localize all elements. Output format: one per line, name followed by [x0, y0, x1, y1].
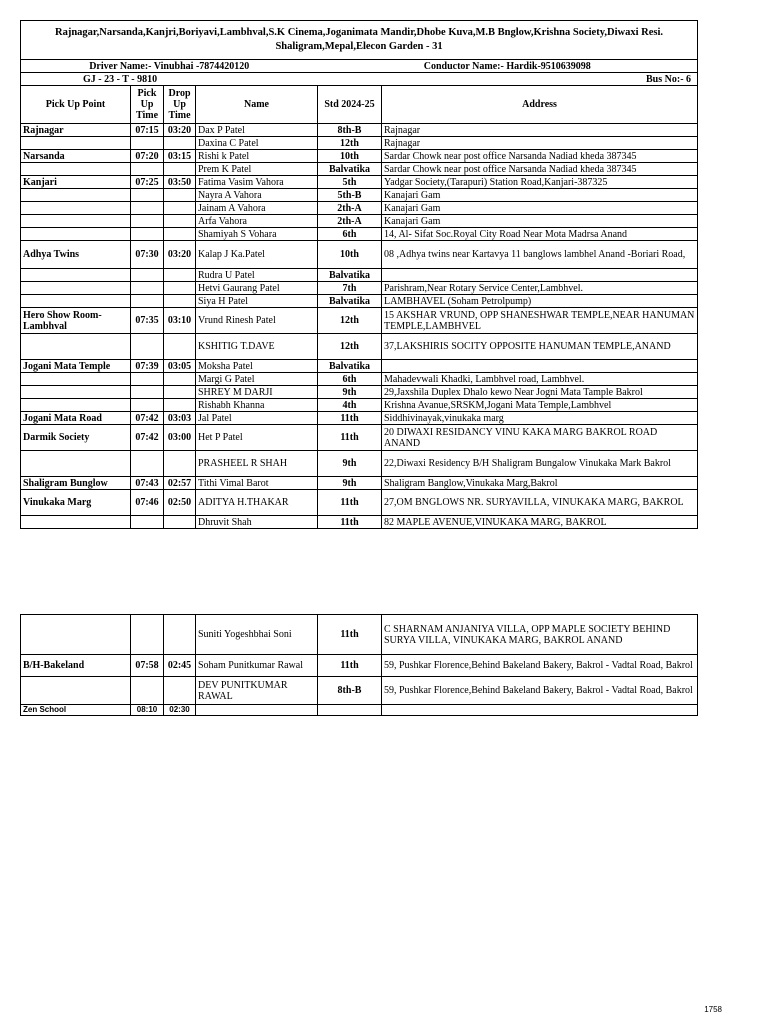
drop-time: 03:03 — [164, 412, 196, 425]
student-name: KSHITIG T.DAVE — [196, 334, 318, 360]
student-name: Hetvi Gaurang Patel — [196, 282, 318, 295]
table-row — [21, 124, 698, 137]
pickup-point — [21, 334, 131, 360]
pickup-point: Hero Show Room-Lambhval — [21, 308, 131, 334]
student-address: 59, Pushkar Florence,Behind Bakeland Bakery, Bakrol - Vadtal Road, Bakrol — [382, 655, 698, 677]
student-std: 11th — [318, 655, 382, 677]
student-name: Jal Patel — [196, 412, 318, 425]
table-row — [21, 137, 698, 150]
student-std: 11th — [318, 425, 382, 451]
pickup-point: Kanjari — [21, 176, 131, 189]
pickup-point — [21, 677, 131, 705]
drop-time — [164, 269, 196, 282]
pickup-point: Narsanda — [21, 150, 131, 163]
student-address: Sardar Chowk near post office Narsanda Nadiad kheda 387345 — [382, 163, 698, 176]
pickup-time: 07:20 — [131, 150, 164, 163]
pickup-time: 07:46 — [131, 490, 164, 516]
student-address: Parishram,Near Rotary Service Center,Lambhvel. — [382, 282, 698, 295]
pickup-point — [21, 399, 131, 412]
pickup-point — [21, 228, 131, 241]
drop-time: 03:20 — [164, 241, 196, 269]
table-row — [21, 360, 698, 373]
pickup-point — [21, 163, 131, 176]
pickup-time — [131, 334, 164, 360]
student-name: Shamiyah S Vohara — [196, 228, 318, 241]
student-std: Balvatika — [318, 360, 382, 373]
table-row — [21, 334, 698, 360]
drop-time: 03:05 — [164, 360, 196, 373]
pickup-time — [131, 189, 164, 202]
pickup-time — [131, 228, 164, 241]
student-name: Siya H Patel — [196, 295, 318, 308]
student-name: Het P Patel — [196, 425, 318, 451]
drop-time — [164, 295, 196, 308]
student-address: Rajnagar — [382, 137, 698, 150]
vehicle-number: GJ - 23 - T - 9810 — [21, 73, 318, 86]
student-name: Nayra A Vahora — [196, 189, 318, 202]
table-row — [21, 490, 698, 516]
student-std: 9th — [318, 451, 382, 477]
table-row — [21, 150, 698, 163]
empty-cell — [382, 705, 698, 716]
drop-time — [164, 516, 196, 529]
student-name: ADITYA H.THAKAR — [196, 490, 318, 516]
student-name: Suniti Yogeshbhai Soni — [196, 615, 318, 655]
student-name: Rudra U Patel — [196, 269, 318, 282]
pickup-time — [131, 373, 164, 386]
student-std: Balvatika — [318, 269, 382, 282]
student-std: 6th — [318, 228, 382, 241]
student-std: 12th — [318, 334, 382, 360]
pickup-time — [131, 269, 164, 282]
pickup-time — [131, 399, 164, 412]
student-address: Yadgar Society,(Tarapuri) Station Road,Kanjari-387325 — [382, 176, 698, 189]
pickup-point — [21, 451, 131, 477]
pickup-point — [21, 516, 131, 529]
drop-time — [164, 334, 196, 360]
student-address: 15 AKSHAR VRUND, OPP SHANESHWAR TEMPLE,NEAR HANUMAN TEMPLE,LAMBHVEL — [382, 308, 698, 334]
student-address: Sardar Chowk near post office Narsanda Nadiad kheda 387345 — [382, 150, 698, 163]
table-row — [21, 677, 698, 705]
pickup-time: 07:42 — [131, 425, 164, 451]
student-std: 8th-B — [318, 124, 382, 137]
destination-drop-time: 02:30 — [164, 705, 196, 716]
student-name: Rishabh Khanna — [196, 399, 318, 412]
bus-route-table — [20, 20, 698, 529]
drop-time — [164, 615, 196, 655]
column-header-row — [21, 86, 698, 124]
pickup-point — [21, 215, 131, 228]
student-std: 5th — [318, 176, 382, 189]
pickup-point: B/H-Bakeland — [21, 655, 131, 677]
student-address: 37,LAKSHIRIS SOCITY OPPOSITE HANUMAN TEMPLE,ANAND — [382, 334, 698, 360]
pickup-point — [21, 202, 131, 215]
student-address: Siddhivinayak,vinukaka marg — [382, 412, 698, 425]
table-row — [21, 399, 698, 412]
student-address: 14, Al- Sifat Soc.Royal City Road Near Mota Madrsa Anand — [382, 228, 698, 241]
table-row — [21, 202, 698, 215]
student-address: 20 DIWAXI RESIDANCY VINU KAKA MARG BAKROL ROAD ANAND — [382, 425, 698, 451]
pickup-point — [21, 189, 131, 202]
student-std: 2th-A — [318, 215, 382, 228]
student-name: Vrund Rinesh Patel — [196, 308, 318, 334]
drop-time — [164, 282, 196, 295]
pickup-time — [131, 615, 164, 655]
student-address: 27,OM BNGLOWS NR. SURYAVILLA, VINUKAKA MARG, BAKROL — [382, 490, 698, 516]
student-name: Dax P Patel — [196, 124, 318, 137]
student-std: 10th — [318, 150, 382, 163]
student-std: 10th — [318, 241, 382, 269]
pickup-point: Adhya Twins — [21, 241, 131, 269]
bus-number: Bus No:- 6 — [318, 73, 698, 86]
col-name: Name — [196, 86, 318, 124]
destination-row — [21, 705, 698, 716]
student-address — [382, 360, 698, 373]
student-name: Rishi k Patel — [196, 150, 318, 163]
student-name: Soham Punitkumar Rawal — [196, 655, 318, 677]
pickup-time: 07:35 — [131, 308, 164, 334]
student-std: 5th-B — [318, 189, 382, 202]
student-address: 59, Pushkar Florence,Behind Bakeland Bakery, Bakrol - Vadtal Road, Bakrol — [382, 677, 698, 705]
student-address: Kanajari Gam — [382, 189, 698, 202]
student-std: 12th — [318, 308, 382, 334]
drop-time: 03:20 — [164, 124, 196, 137]
drop-time — [164, 189, 196, 202]
route-line-1: Rajnagar,Narsanda,Kanjri,Boriyavi,Lambhval,S.K Cinema,Joganimata Mandir,Dhobe Kuva,M.B Bnglow,Krishna Society,Diwaxi Resi. — [55, 27, 664, 38]
student-address: Rajnagar — [382, 124, 698, 137]
student-name: Kalap J Ka.Patel — [196, 241, 318, 269]
col-drop-time: Drop Up Time — [164, 86, 196, 124]
student-name: Prem K Patel — [196, 163, 318, 176]
drop-time — [164, 137, 196, 150]
col-pickup-point: Pick Up Point — [21, 86, 131, 124]
pickup-point — [21, 386, 131, 399]
driver-name: Driver Name:- Vinubhai -7874420120 — [21, 60, 318, 73]
pickup-point — [21, 295, 131, 308]
pickup-time: 07:39 — [131, 360, 164, 373]
pickup-time: 07:43 — [131, 477, 164, 490]
drop-time — [164, 202, 196, 215]
table-row — [21, 295, 698, 308]
pickup-point: Rajnagar — [21, 124, 131, 137]
drop-time: 02:57 — [164, 477, 196, 490]
drop-time — [164, 677, 196, 705]
drop-time — [164, 228, 196, 241]
pickup-point — [21, 373, 131, 386]
drop-time: 03:50 — [164, 176, 196, 189]
student-std: 2th-A — [318, 202, 382, 215]
pickup-time — [131, 202, 164, 215]
student-std: 11th — [318, 490, 382, 516]
drop-time: 03:15 — [164, 150, 196, 163]
pickup-point: Vinukaka Marg — [21, 490, 131, 516]
drop-time — [164, 163, 196, 176]
pickup-time: 07:25 — [131, 176, 164, 189]
pickup-time — [131, 451, 164, 477]
table-row — [21, 163, 698, 176]
route-title-row — [21, 21, 698, 60]
conductor-name: Conductor Name:- Hardik-9510639098 — [318, 60, 698, 73]
student-std: 9th — [318, 386, 382, 399]
table-row — [21, 215, 698, 228]
student-name: Margi G Patel — [196, 373, 318, 386]
pickup-time — [131, 215, 164, 228]
pickup-point: Shaligram Bunglow — [21, 477, 131, 490]
student-name: SHREY M DARJI — [196, 386, 318, 399]
student-address — [382, 269, 698, 282]
table-row — [21, 189, 698, 202]
student-address: LAMBHAVEL (Soham Petrolpump) — [382, 295, 698, 308]
student-std: Balvatika — [318, 295, 382, 308]
table-row — [21, 282, 698, 295]
pickup-time — [131, 137, 164, 150]
empty-cell — [196, 705, 318, 716]
pickup-time: 07:15 — [131, 124, 164, 137]
bus-route-table-continued — [20, 614, 698, 716]
staff-row — [21, 60, 698, 73]
student-std: 12th — [318, 137, 382, 150]
table-row — [21, 655, 698, 677]
student-name: Dhruvit Shah — [196, 516, 318, 529]
pickup-time: 07:30 — [131, 241, 164, 269]
table-row — [21, 425, 698, 451]
student-std: 7th — [318, 282, 382, 295]
pickup-time — [131, 386, 164, 399]
student-address: C SHARNAM ANJANIYA VILLA, OPP MAPLE SOCIETY BEHIND SURYA VILLA, VINUKAKA MARG, BAKROL ANAND — [382, 615, 698, 655]
table-row — [21, 412, 698, 425]
student-std: 4th — [318, 399, 382, 412]
drop-time — [164, 215, 196, 228]
destination-pickup-time: 08:10 — [131, 705, 164, 716]
student-name: Arfa Vahora — [196, 215, 318, 228]
student-name: DEV PUNITKUMAR RAWAL — [196, 677, 318, 705]
student-std: 8th-B — [318, 677, 382, 705]
table-row — [21, 386, 698, 399]
empty-cell — [318, 705, 382, 716]
pickup-point: Jogani Mata Temple — [21, 360, 131, 373]
table-row — [21, 373, 698, 386]
student-std: 9th — [318, 477, 382, 490]
pickup-point — [21, 137, 131, 150]
student-std: 11th — [318, 412, 382, 425]
drop-time — [164, 373, 196, 386]
student-name: Daxina C Patel — [196, 137, 318, 150]
pickup-time: 07:42 — [131, 412, 164, 425]
student-std: Balvatika — [318, 163, 382, 176]
student-name: PRASHEEL R SHAH — [196, 451, 318, 477]
pickup-time — [131, 163, 164, 176]
drop-time — [164, 451, 196, 477]
student-address: Kanajari Gam — [382, 215, 698, 228]
table-row — [21, 228, 698, 241]
student-address: 08 ,Adhya twins near Kartavya 11 banglows lambhel Anand -Boriari Road, — [382, 241, 698, 269]
destination-name: Zen School — [21, 705, 131, 716]
pickup-time — [131, 282, 164, 295]
col-address: Address — [382, 86, 698, 124]
student-address: Krishna Avanue,SRSKM,Jogani Mata Temple,Lambhvel — [382, 399, 698, 412]
student-name: Tithi Vimal Barot — [196, 477, 318, 490]
table-row — [21, 516, 698, 529]
route-line-2: Shaligram,Mepal,Elecon Garden - 31 — [275, 41, 443, 52]
table-row — [21, 451, 698, 477]
table-row — [21, 308, 698, 334]
pickup-time — [131, 516, 164, 529]
drop-time: 03:00 — [164, 425, 196, 451]
student-std: 11th — [318, 615, 382, 655]
student-address: Mahadevwali Khadki, Lambhvel road, Lambhvel. — [382, 373, 698, 386]
drop-time: 02:50 — [164, 490, 196, 516]
drop-time — [164, 399, 196, 412]
vehicle-row — [21, 73, 698, 86]
student-std: 6th — [318, 373, 382, 386]
student-address: Shaligram Banglow,Vinukaka Marg,Bakrol — [382, 477, 698, 490]
pickup-time: 07:58 — [131, 655, 164, 677]
page-number: 1758 — [704, 1005, 722, 1014]
route-title — [21, 21, 698, 60]
pickup-point — [21, 282, 131, 295]
drop-time: 02:45 — [164, 655, 196, 677]
table-row — [21, 241, 698, 269]
student-name: Fatima Vasim Vahora — [196, 176, 318, 189]
pickup-time — [131, 677, 164, 705]
pickup-point: Darmik Society — [21, 425, 131, 451]
table-row — [21, 176, 698, 189]
student-std: 11th — [318, 516, 382, 529]
drop-time: 03:10 — [164, 308, 196, 334]
student-address: 82 MAPLE AVENUE,VINUKAKA MARG, BAKROL — [382, 516, 698, 529]
student-address: 29,Jaxshila Duplex Dhalo kewo Near Jogni Mata Tample Bakrol — [382, 386, 698, 399]
col-std: Std 2024-25 — [318, 86, 382, 124]
drop-time — [164, 386, 196, 399]
student-address: 22,Diwaxi Residency B/H Shaligram Bungalow Vinukaka Mark Bakrol — [382, 451, 698, 477]
pickup-time — [131, 295, 164, 308]
table-row — [21, 269, 698, 282]
table-row — [21, 477, 698, 490]
table-row — [21, 615, 698, 655]
col-pickup-time: Pick Up Time — [131, 86, 164, 124]
pickup-point — [21, 615, 131, 655]
student-address: Kanajari Gam — [382, 202, 698, 215]
student-name: Moksha Patel — [196, 360, 318, 373]
pickup-point: Jogani Mata Road — [21, 412, 131, 425]
student-name: Jainam A Vahora — [196, 202, 318, 215]
pickup-point — [21, 269, 131, 282]
